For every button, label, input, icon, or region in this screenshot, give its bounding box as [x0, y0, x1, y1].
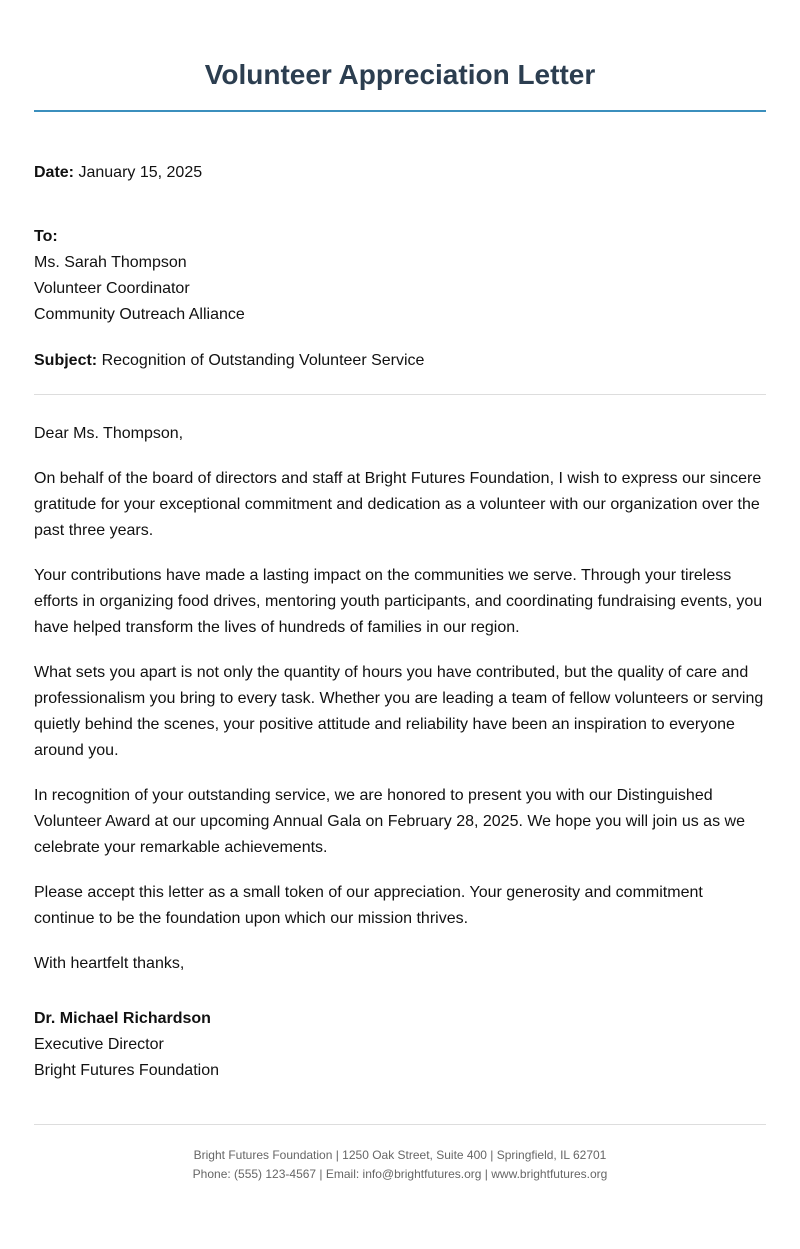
closing: With heartfelt thanks, [34, 955, 185, 972]
recipient-organization: Community Outreach Alliance [34, 306, 245, 323]
title-divider [34, 110, 766, 112]
body-paragraph: In recognition of your outstanding service, we are honored to present you with our Distinguished Volunteer Award at our upcoming Annual Gala on February 28, 2025. We hope you will join us as we celebrate your remarkable achievements. [34, 787, 745, 856]
body-paragraph: On behalf of the board of directors and staff at Bright Futures Foundation, I wish to express our sincere gratitude for your exceptional commitment and dedication as a volunteer with our organization over the past three years. [34, 470, 762, 539]
signature-block [34, 1006, 766, 1084]
date-line [34, 160, 766, 186]
footer-contact: Phone: (555) 123-4567 | Email: info@brightfutures.org | www.brightfutures.org [192, 1167, 608, 1181]
signer-title: Executive Director [34, 1036, 164, 1053]
recipient-block [34, 224, 766, 328]
footer-address: Bright Futures Foundation | 1250 Oak Street, Suite 400 | Springfield, IL 62701 [193, 1148, 607, 1162]
subject-label: Subject: [34, 352, 98, 369]
recipient-title: Volunteer Coordinator [34, 280, 190, 297]
letter-footer [34, 1146, 766, 1184]
body-paragraph: Your contributions have made a lasting impact on the communities we serve. Through your tireless efforts in organizing food drives, mentoring youth participants, and coordinating fundraising events, you have helped transform the lives of hundreds of families in our region. [34, 567, 763, 636]
body-paragraph: What sets you apart is not only the quantity of hours you have contributed, but the quality of care and professionalism you bring to every task. Whether you are leading a team of fellow volunteers or serving quietly behind the scenes, your positive attitude and reliability have been an inspiration to everyone around you. [34, 664, 764, 759]
signer-name: Dr. Michael Richardson [34, 1010, 211, 1027]
salutation: Dear Ms. Thompson, [34, 425, 184, 442]
to-label: To: [34, 228, 58, 245]
signer-organization: Bright Futures Foundation [34, 1062, 219, 1079]
recipient-name: Ms. Sarah Thompson [34, 254, 187, 271]
body-paragraph: Please accept this letter as a small token of our appreciation. Your generosity and commitment continue to be the foundation upon which our mission thrives. [34, 884, 703, 927]
header-divider [34, 394, 766, 395]
date-value: January 15, 2025 [78, 164, 203, 181]
subject-line [34, 348, 766, 374]
letter-title: Volunteer Appreciation Letter [204, 59, 596, 90]
subject-value: Recognition of Outstanding Volunteer Service [101, 352, 425, 369]
footer-divider [34, 1124, 766, 1125]
date-label: Date: [34, 164, 75, 181]
